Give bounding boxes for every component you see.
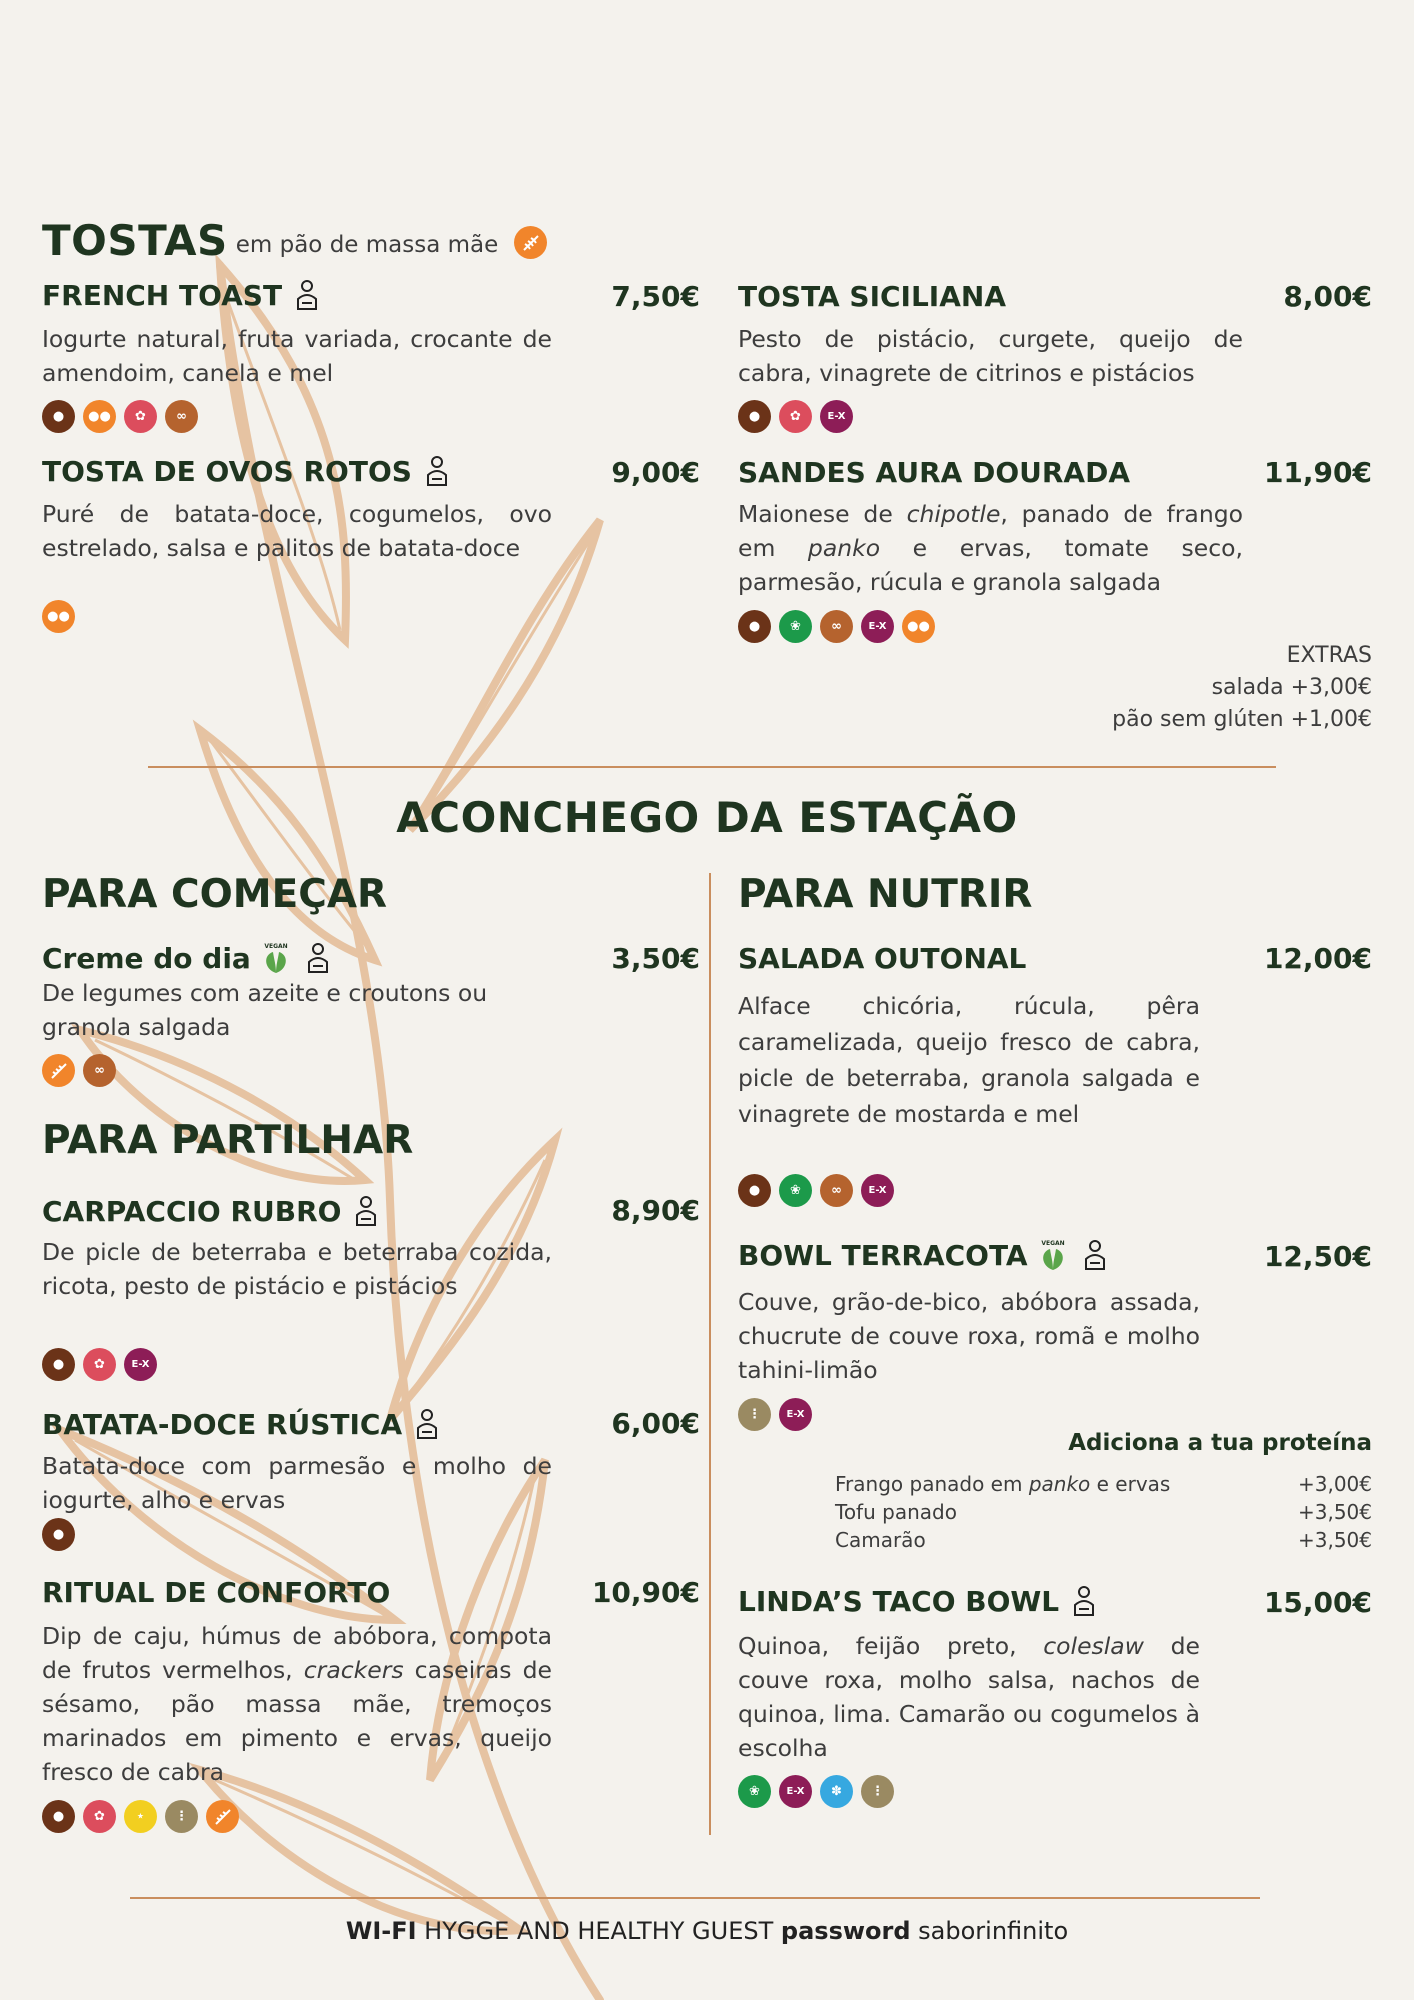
protein-label: Tofu panado — [835, 1500, 957, 1524]
extras-title: EXTRAS — [1286, 643, 1372, 668]
peanuts-icon: ∞ — [165, 400, 198, 433]
protein-label: Frango panado em panko e ervas — [835, 1472, 1171, 1496]
allergen-list — [738, 1174, 894, 1207]
subsection-title-para-nutrir: PARA NUTRIR — [738, 872, 1033, 917]
kids-icon — [301, 941, 335, 975]
menu-item-description: Alface chicória, rúcula, pêra caramelizada, queijo fresco de cabra, picle de beterraba, granola salgada e vinagrete de mostarda e mel — [738, 992, 1200, 1128]
menu-item-price: 8,90€ — [611, 1194, 700, 1227]
eggs-icon: ●● — [83, 400, 116, 433]
kids-icon — [1067, 1584, 1101, 1618]
allergen-list — [42, 1054, 116, 1087]
svg-text:VEGAN: VEGAN — [1040, 1240, 1065, 1247]
milk-icon: ● — [42, 1800, 75, 1833]
menu-item-price: 9,00€ — [611, 456, 700, 489]
section-title-tostas: TOSTAS — [42, 216, 228, 265]
allergen-list — [738, 400, 853, 433]
menu-item-title: SANDES AURA DOURADA — [738, 456, 1130, 489]
peanuts-icon: ∞ — [820, 610, 853, 643]
celery-icon: ❀ — [738, 1775, 771, 1808]
milk-icon: ● — [42, 1518, 75, 1551]
wifi-network: HYGGE AND HEALTHY GUEST — [424, 1917, 774, 1945]
allergen-list — [738, 1398, 812, 1431]
footer-divider — [130, 1897, 1260, 1899]
protein-price: +3,50€ — [1297, 1500, 1372, 1524]
divider — [148, 766, 1276, 768]
allergen-list — [738, 610, 935, 643]
menu-item-title: RITUAL DE CONFORTO — [42, 1576, 391, 1609]
allergen-list — [42, 1800, 239, 1833]
menu-item-title: BOWL TERRACOTA VEGAN — [738, 1238, 1112, 1272]
menu-item-title: SALADA OUTONAL — [738, 942, 1027, 975]
menu-item-price: 7,50€ — [611, 280, 700, 313]
menu-item-description: Puré de batata-doce, cogumelos, ovo estrelado, salsa e palitos de batata-doce — [42, 500, 552, 562]
season-title: ACONCHEGO DA ESTAÇÃO — [396, 793, 1018, 842]
sulphites-icon: E-X — [779, 1398, 812, 1431]
nuts-icon: ✿ — [83, 1348, 116, 1381]
sulphites-icon: E-X — [861, 1174, 894, 1207]
svg-text:VEGAN: VEGAN — [264, 943, 288, 950]
menu-item-title: CARPACCIO RUBRO — [42, 1194, 383, 1228]
allergen-list — [42, 1348, 157, 1381]
eggs-icon: ●● — [42, 600, 75, 633]
extras-line: pão sem glúten +1,00€ — [1112, 707, 1372, 732]
peanuts-icon: ∞ — [83, 1054, 116, 1087]
menu-item-title: BATATA-DOCE RÚSTICA — [42, 1407, 444, 1441]
milk-icon: ● — [42, 1348, 75, 1381]
menu-item-description: Quinoa, feijão preto, coleslaw de couve roxa, molho salsa, nachos de quinoa, lima. Camarão ou cogumelos à escolha — [738, 1632, 1200, 1762]
menu-item-title: TOSTA DE OVOS ROTOS — [42, 454, 454, 488]
protein-label: Camarão — [835, 1528, 926, 1552]
sulphites-icon: E-X — [779, 1775, 812, 1808]
subsection-title-para-partilhar: PARA PARTILHAR — [42, 1118, 414, 1163]
menu-item-price: 10,90€ — [591, 1576, 700, 1609]
kids-icon — [410, 1407, 444, 1441]
kids-icon — [349, 1194, 383, 1228]
gluten-icon — [206, 1800, 239, 1833]
protein-row — [835, 1470, 1372, 1498]
protein-list — [835, 1470, 1372, 1554]
kids-icon — [290, 278, 324, 312]
menu-item-price: 6,00€ — [611, 1407, 700, 1440]
menu-item-description: Batata-doce com parmesão e molho de iogurte, alho e ervas — [42, 1452, 552, 1514]
kids-icon — [1078, 1238, 1112, 1272]
menu-item-title: TOSTA SICILIANA — [738, 280, 1006, 313]
kids-icon — [420, 454, 454, 488]
sulphites-icon: E-X — [861, 610, 894, 643]
sulphites-icon: E-X — [820, 400, 853, 433]
crustaceans-icon: ✽ — [820, 1775, 853, 1808]
protein-price: +3,50€ — [1297, 1528, 1372, 1552]
menu-item-price: 3,50€ — [611, 942, 700, 975]
nuts-icon: ✿ — [83, 1800, 116, 1833]
wifi-info — [0, 1917, 1414, 1945]
menu-item-price: 12,00€ — [1263, 942, 1372, 975]
protein-row — [835, 1526, 1372, 1554]
nuts-icon: ✿ — [124, 400, 157, 433]
gluten-icon — [42, 1054, 75, 1087]
sesame-icon: ⋮ — [861, 1775, 894, 1808]
sesame-icon: ⋮ — [165, 1800, 198, 1833]
menu-item-title: LINDA’S TACO BOWL — [738, 1584, 1101, 1618]
menu-item-description: Pesto de pistácio, curgete, queijo de cabra, vinagrete de citrinos e pistácios — [738, 325, 1243, 387]
wifi-password-label: password — [780, 1917, 911, 1945]
extras-block — [1000, 640, 1372, 736]
eggs-icon: ●● — [902, 610, 935, 643]
menu-item-price: 12,50€ — [1263, 1240, 1372, 1273]
milk-icon: ● — [738, 1174, 771, 1207]
sesame-icon: ⋮ — [738, 1398, 771, 1431]
menu-item-title: FRENCH TOAST — [42, 278, 324, 312]
vegan-leaf-icon — [1036, 1238, 1070, 1272]
milk-icon: ● — [738, 400, 771, 433]
nuts-icon: ✿ — [779, 400, 812, 433]
allergen-list — [738, 1775, 894, 1808]
allergen-list — [42, 600, 75, 633]
protein-title: Adiciona a tua proteína — [1068, 1430, 1372, 1456]
menu-item-description: Iogurte natural, fruta variada, crocante de amendoim, canela e mel — [42, 325, 552, 387]
wifi-label: WI-FI — [345, 1917, 417, 1945]
peanuts-icon: ∞ — [820, 1174, 853, 1207]
menu-item-description: De legumes com azeite e croutons ou granola salgada — [42, 979, 488, 1041]
extras-line: salada +3,00€ — [1211, 675, 1372, 700]
menu-item-price: 15,00€ — [1263, 1586, 1372, 1619]
sulphites-icon: E-X — [124, 1348, 157, 1381]
section-subtitle-tostas: em pão de massa mãe — [235, 231, 499, 258]
protein-price: +3,00€ — [1297, 1472, 1372, 1496]
allergen-list — [42, 1518, 75, 1551]
menu-item-price: 11,90€ — [1263, 456, 1372, 489]
milk-icon: ● — [738, 610, 771, 643]
celery-icon: ❀ — [779, 1174, 812, 1207]
menu-item-description: Couve, grão-de-bico, abóbora assada, chucrute de couve roxa, romã e molho tahini-limão — [738, 1288, 1200, 1384]
subsection-title-para-comecar: PARA COMEÇAR — [42, 872, 388, 917]
vegan-leaf-icon — [259, 941, 293, 975]
lupin-icon: ⋆ — [124, 1800, 157, 1833]
celery-icon: ❀ — [779, 610, 812, 643]
protein-row — [835, 1498, 1372, 1526]
column-divider — [709, 873, 711, 1835]
menu-item-description: De picle de beterraba e beterraba cozida, ricota, pesto de pistácio e pistácios — [42, 1238, 552, 1300]
menu-item-description: Maionese de chipotle, panado de frango em panko e ervas, tomate seco, parmesão, rúcula e granola salgada — [738, 500, 1244, 596]
wifi-password: saborinfinito — [918, 1917, 1069, 1945]
milk-icon: ● — [42, 400, 75, 433]
menu-item-price: 8,00€ — [1283, 280, 1372, 313]
allergen-list — [42, 400, 198, 433]
menu-item-title: Creme do dia VEGAN — [42, 941, 335, 975]
gluten-icon — [514, 226, 547, 259]
menu-item-description: Dip de caju, húmus de abóbora, compota de frutos vermelhos, crackers caseiras de sésamo, pão massa mãe, tremoços marinados em pimento e ervas, queijo fresco de cabra — [42, 1622, 552, 1786]
